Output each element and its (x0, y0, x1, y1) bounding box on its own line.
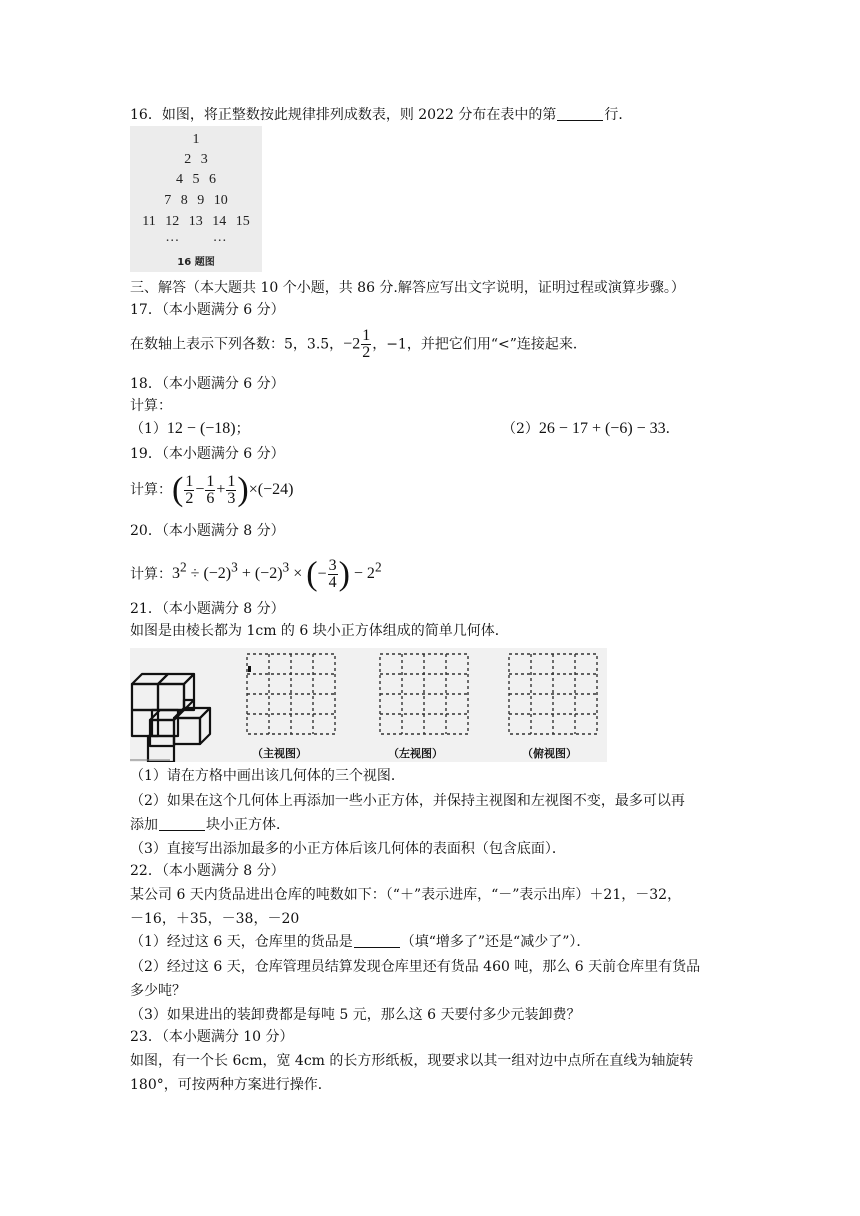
answer-blank (159, 816, 205, 831)
q20-heading: 20．（本小题满分 8 分） (130, 523, 285, 539)
q22-step1: （1）经过这 6 天，仓库里的货品是 （填“增多了”还是“减少了”）． (130, 934, 591, 950)
q22-intro2: －16，＋35，－38，－20 (130, 911, 300, 927)
q21-step3: （3）直接写出添加最多的小正方体后该几何体的表面积（包含底面）． (130, 841, 566, 857)
answer-blank (557, 106, 603, 121)
q19-expression: 计算：( $\frac{1}{2}$ − $\frac{1}{6}$ + $\frac{1}{3}$ )×(−24) (130, 471, 294, 508)
q17-text: 在数轴上表示下列各数：5，3.5，−2 $\frac{1}{2}$ ，−1，并把它们用“<”连接起来． (130, 327, 587, 361)
q22-step3: （3）如果进出的装卸费都是每吨 5 元，那么这 6 天要付多少元装卸费？ (130, 1007, 581, 1023)
cube-views-figure (130, 648, 607, 762)
section-heading: 三、解答（本大题共 10 个小题，共 86 分.解答应写出文字说明，证明过程或演算步骤。） (130, 280, 685, 296)
q22-heading: 22．（本小题满分 8 分） (130, 863, 285, 879)
caption-left-view: （左视图） (388, 747, 443, 760)
figure-row: 7 8 9 10 (164, 193, 228, 208)
figure-row: ··· ··· (165, 234, 227, 249)
grid-top-view (509, 654, 597, 734)
q21-step2b: 添加 块小正方体． (130, 817, 290, 833)
q16-text: 16．如图，将正整数按此规律排列成数表，则 2022 分布在表中的第 行． (130, 107, 633, 123)
q23-line1: 如图，有一个长 6cm，宽 4cm 的长方形纸板，现要求以其一组对边中点所在直线为轴旋转 (130, 1053, 694, 1069)
q21-intro: 如图是由棱长都为 1cm 的 6 块小正方体组成的简单几何体． (130, 623, 509, 639)
figure-row: 11 12 13 14 15 (142, 214, 250, 229)
q22-intro1: 某公司 6 天内货品进出仓库的吨数如下：（“＋”表示进库，“－”表示出库）＋21，－32， (130, 887, 682, 903)
q18-part1: （1）12 − (−18)； (130, 420, 250, 437)
q18-part2: （2）26 − 17 + (−6) − 33． (502, 420, 680, 437)
q21-heading: 21．（本小题满分 8 分） (130, 601, 285, 617)
q19-heading: 19．（本小题满分 6 分） (130, 446, 285, 462)
q18-heading: 18．（本小题满分 6 分） (130, 376, 285, 392)
number-triangle-figure (130, 126, 262, 272)
figure-row: 2 3 (184, 152, 208, 167)
fraction: $\frac{1}{2}$ (362, 327, 371, 361)
q18-prompt: 计算： (130, 398, 172, 414)
q22-step2a: （2）经过这 6 天，仓库管理员结算发现仓库里还有货品 460 吨，那么 6 天前仓库里有货品 (130, 959, 701, 975)
caption-top-view: （俯视图） (522, 747, 577, 760)
figure-row: 1 (192, 132, 200, 147)
q23-line2: 180°，可按两种方案进行操作． (130, 1077, 332, 1093)
figure-caption: 16 题图 (177, 257, 215, 268)
answer-blank (354, 933, 400, 948)
figure-row: 4 5 6 (176, 172, 216, 187)
q20-expression: 计算：$3^2 \div (-2)^3 + (-2)^3$ × (− $\frac{3}{4}$ ) − $2^2$ (130, 555, 382, 593)
grid-main-view (247, 654, 335, 734)
caption-main-view: （主视图） (252, 747, 307, 760)
q21-step2a: （2）如果在这个几何体上再添加一些小正方体，并保持主视图和左视图不变，最多可以再 (130, 793, 685, 809)
q22-step2b: 多少吨？ (130, 983, 186, 999)
q23-heading: 23．（本小题满分 10 分） (130, 1029, 294, 1045)
grid-left-view (380, 654, 468, 734)
q17-heading: 17．（本小题满分 6 分） (130, 302, 285, 318)
q21-step1: （1）请在方格中画出该几何体的三个视图． (130, 768, 405, 784)
